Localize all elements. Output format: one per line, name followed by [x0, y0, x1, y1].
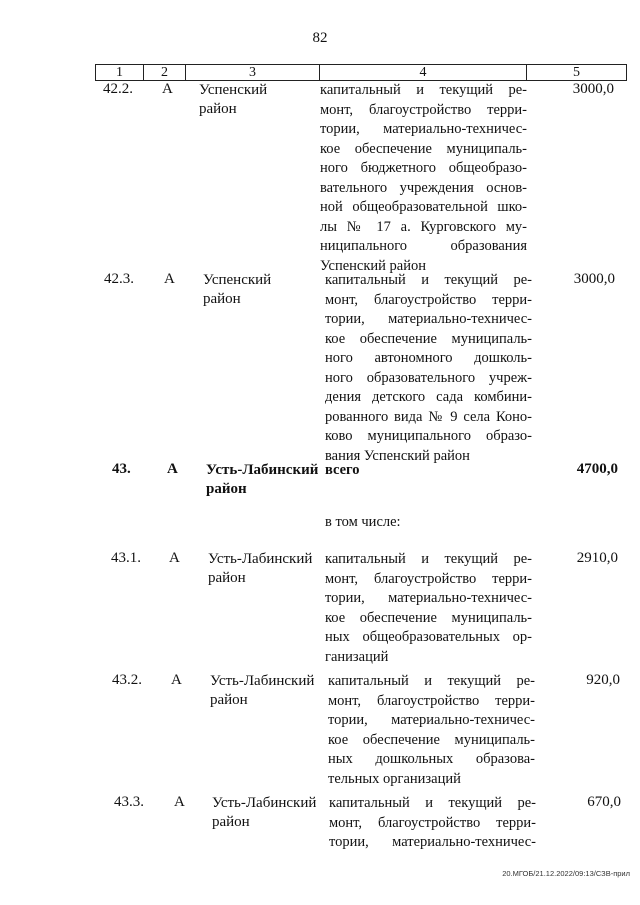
region-line: Усть-Лабинский [212, 795, 317, 811]
region-line: Успенский [199, 82, 268, 98]
row-number: 42.3. [104, 271, 134, 287]
row-amount: 3000,0 [572, 81, 614, 97]
row-col2: А [171, 672, 182, 688]
row-number: 43.2. [112, 672, 142, 688]
desc-line: капитальный и текущий ре- [320, 82, 527, 98]
row-description [328, 672, 535, 789]
desc-line: тории, материально-техничес- [329, 834, 536, 850]
row-number: 43. [112, 461, 131, 477]
region-line: Усть-Лабинский [206, 462, 319, 478]
desc-line: кое обеспечение муниципаль- [325, 330, 532, 347]
row-description [325, 550, 532, 667]
desc-line: рованного вида № 9 села Коно- [325, 408, 532, 425]
desc-line: ного автономного дошколь- [325, 350, 532, 366]
desc-line: ково муниципального образо- [325, 428, 532, 444]
region-line: район [212, 814, 250, 830]
row-number: 43.3. [114, 794, 144, 810]
desc-line: монт, благоустройство терри- [325, 291, 532, 308]
region-line: район [206, 481, 247, 497]
desc-line: ного бюджетного общеобразо- [320, 160, 527, 176]
region-line: район [210, 692, 248, 708]
desc-line: лы № 17 а. Курговского му- [320, 218, 527, 235]
row-region [199, 81, 319, 119]
desc-line: всего [325, 462, 360, 478]
row-region [206, 461, 322, 499]
desc-line: монт, благоустройство терри- [320, 101, 527, 118]
row-description [325, 461, 532, 481]
row-amount: 670,0 [587, 794, 621, 810]
desc-line: тории, материально-техничес- [325, 590, 532, 606]
desc-line: монт, благоустройство терри- [325, 570, 532, 587]
desc-line: вания Успенский район [325, 447, 470, 464]
region-line: Успенский [203, 272, 272, 288]
desc-line: ганизаций [325, 648, 389, 665]
desc-line: ных дошкольных образова- [328, 751, 535, 767]
region-line: Усть-Лабинский [210, 673, 315, 689]
footer-stamp: 20.МГОБ/21.12.2022/09:13/СЗВ-прил [502, 869, 630, 878]
desc-line: тории, материально-техничес- [328, 712, 535, 728]
region-line: район [208, 570, 246, 586]
row-region [203, 271, 323, 309]
desc-line: капитальный и текущий ре- [329, 795, 536, 811]
header-col-1: 1 [96, 65, 144, 80]
desc-line: ниципального образования [320, 238, 527, 254]
row-amount: 3000,0 [573, 271, 615, 287]
header-col-3: 3 [186, 65, 320, 80]
desc-line: вательного учреждения основ- [320, 179, 527, 196]
desc-line: тории, материально-техничес- [325, 311, 532, 327]
row-description [329, 794, 536, 853]
desc-line: тельных организаций [328, 770, 461, 787]
desc-line: Успенский район [320, 257, 426, 274]
row-col2: А [174, 794, 185, 810]
row-region [208, 550, 328, 588]
desc-line: ного образовательного учреж- [325, 369, 532, 386]
desc-line: кое обеспечение муниципаль- [328, 731, 535, 748]
region-line: Усть-Лабинский [208, 551, 313, 567]
region-line: район [199, 101, 237, 117]
desc-line: капитальный и текущий ре- [328, 673, 535, 689]
page-number: 82 [312, 30, 328, 46]
header-col-4: 4 [320, 65, 527, 80]
row-col2: А [164, 271, 175, 287]
row-amount: 4700,0 [576, 461, 618, 477]
desc-line: монт, благоустройство терри- [329, 814, 536, 831]
region-line: район [203, 291, 241, 307]
desc-line: ных общеобразовательных ор- [325, 629, 532, 645]
including-label: в том числе: [325, 514, 401, 530]
desc-line: капитальный и текущий ре- [325, 551, 532, 567]
desc-line: ной общеобразовательной шко- [320, 199, 527, 215]
header-col-5: 5 [573, 65, 580, 80]
desc-line: кое обеспечение муниципаль- [320, 140, 527, 157]
row-number: 42.2. [103, 81, 133, 97]
header-col-2: 2 [144, 65, 186, 80]
table-header [95, 64, 627, 81]
row-col2: А [169, 550, 180, 566]
desc-line: кое обеспечение муниципаль- [325, 609, 532, 626]
desc-line: монт, благоустройство терри- [328, 692, 535, 709]
row-amount: 2910,0 [576, 550, 618, 566]
row-region [210, 672, 330, 710]
row-region [212, 794, 332, 832]
row-description [320, 81, 527, 276]
desc-line: тории, материально-техничес- [320, 121, 527, 137]
row-col2: А [162, 81, 173, 97]
desc-line: дения детского сада комбини- [325, 389, 532, 405]
desc-line: капитальный и текущий ре- [325, 272, 532, 288]
row-number: 43.1. [111, 550, 141, 566]
row-col2: А [167, 461, 178, 477]
row-description [325, 271, 532, 466]
row-amount: 920,0 [586, 672, 620, 688]
